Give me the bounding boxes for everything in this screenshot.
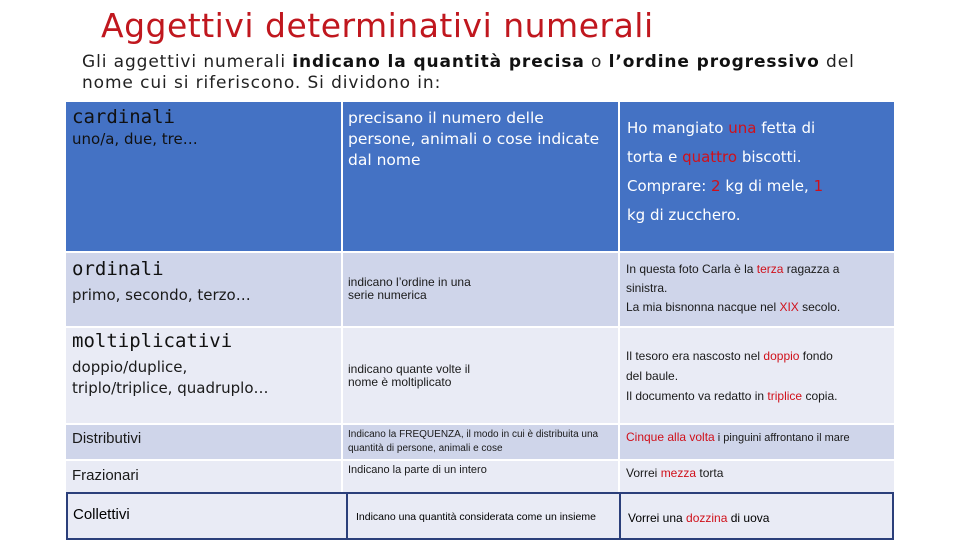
cardinali-description: precisano il numero delle persone, animali o cose indicate dal nome — [348, 109, 600, 169]
row-divider-2 — [66, 326, 894, 328]
cardinali-name-cell — [66, 102, 342, 252]
cardinali-examples: uno/a, due, tre… — [72, 130, 198, 148]
ordinali-examples: primo, secondo, terzo… — [72, 286, 251, 304]
intro-part1: Gli aggettivi numerali — [82, 52, 293, 72]
intro-bold-order: l’ordine progressivo — [608, 52, 820, 72]
cardinali-example-line1: Ho mangiato una fetta di — [627, 119, 816, 137]
ordinali-description-cell — [342, 252, 619, 327]
collettivi-example-cell — [619, 494, 892, 538]
cardinali-example-line3: Comprare: 2 kg di mele, 1 — [627, 177, 824, 195]
collettivi-name-cell — [68, 494, 342, 538]
moltiplicativi-example-line1: Il tesoro era nascosto nel doppio fondo — [626, 349, 833, 363]
moltiplicativi-example-line2: del baule. — [626, 369, 679, 383]
moltiplicativi-description: indicano quante volte il nome è moltiplicato — [348, 362, 471, 389]
moltiplicativi-example-cell — [619, 327, 894, 424]
intro-part2: o — [584, 52, 609, 72]
ordinali-name-cell — [66, 252, 342, 327]
moltiplicativi-examples-line2: triplo/triplice, quadruplo… — [72, 379, 269, 397]
frazionari-example-cell — [619, 460, 894, 492]
ordinali-description: indicano l’ordine in una serie numerica — [348, 275, 471, 302]
ordinali-example-line2: sinistra. — [626, 281, 668, 295]
page-title: Aggettivi determinativi numerali — [101, 6, 654, 45]
frazionari-example: Vorrei mezza torta — [626, 466, 724, 480]
distributivi-name-cell — [66, 424, 342, 460]
collettivi-description-cell — [346, 494, 619, 538]
distributivi-description: Indicano la FREQUENZA, il modo in cui è distribuita una quantità di persone, animali e cose — [348, 429, 599, 454]
cardinali-description-cell — [342, 102, 619, 252]
cardinali-example-cell — [619, 102, 894, 252]
collettivi-description: Indicano una quantità considerata come un insieme — [356, 511, 596, 523]
collettivi-example: Vorrei una dozzina di uova — [628, 511, 770, 525]
ordinali-label: ordinali — [72, 258, 164, 280]
row-divider-4 — [66, 459, 894, 461]
row-divider-1 — [66, 251, 894, 253]
cardinali-example-line2: torta e quattro biscotti. — [627, 148, 802, 166]
collettivi-label: Collettivi — [73, 506, 130, 523]
distributivi-example-cell — [619, 424, 894, 460]
column-divider-1 — [341, 102, 343, 492]
distributivi-example: Cinque alla volta i pinguini affrontano il mare — [626, 430, 850, 444]
frazionari-label: Frazionari — [72, 467, 139, 484]
cardinali-label: cardinali — [72, 106, 175, 128]
frazionari-description-cell — [342, 460, 619, 492]
moltiplicativi-examples-line1: doppio/duplice, — [72, 358, 188, 376]
moltiplicativi-example-line3: Il documento va redatto in triplice copia. — [626, 389, 838, 403]
frazionari-description: Indicano la parte di un intero — [348, 464, 487, 476]
moltiplicativi-description-cell — [342, 327, 619, 424]
ordinali-example-line1: In questa foto Carla è la terza ragazza a — [626, 262, 840, 276]
ordinali-example-line3: La mia bisnonna nacque nel XIX secolo. — [626, 300, 841, 314]
distributivi-description-cell — [342, 424, 619, 460]
cardinali-example-line4: kg di zucchero. — [627, 206, 741, 224]
moltiplicativi-label: moltiplicativi — [72, 330, 233, 352]
distributivi-label: Distributivi — [72, 430, 142, 447]
intro-text — [82, 52, 902, 94]
moltiplicativi-name-cell — [66, 327, 342, 424]
row-divider-3 — [66, 423, 894, 425]
intro-bold-quantity: indicano la quantità precisa — [292, 52, 585, 72]
frazionari-name-cell — [66, 460, 342, 492]
intro-part3: del nome cui si riferiscono. Si dividono in: — [82, 52, 855, 93]
ordinali-example-cell — [619, 252, 894, 327]
column-divider-2 — [618, 102, 620, 492]
